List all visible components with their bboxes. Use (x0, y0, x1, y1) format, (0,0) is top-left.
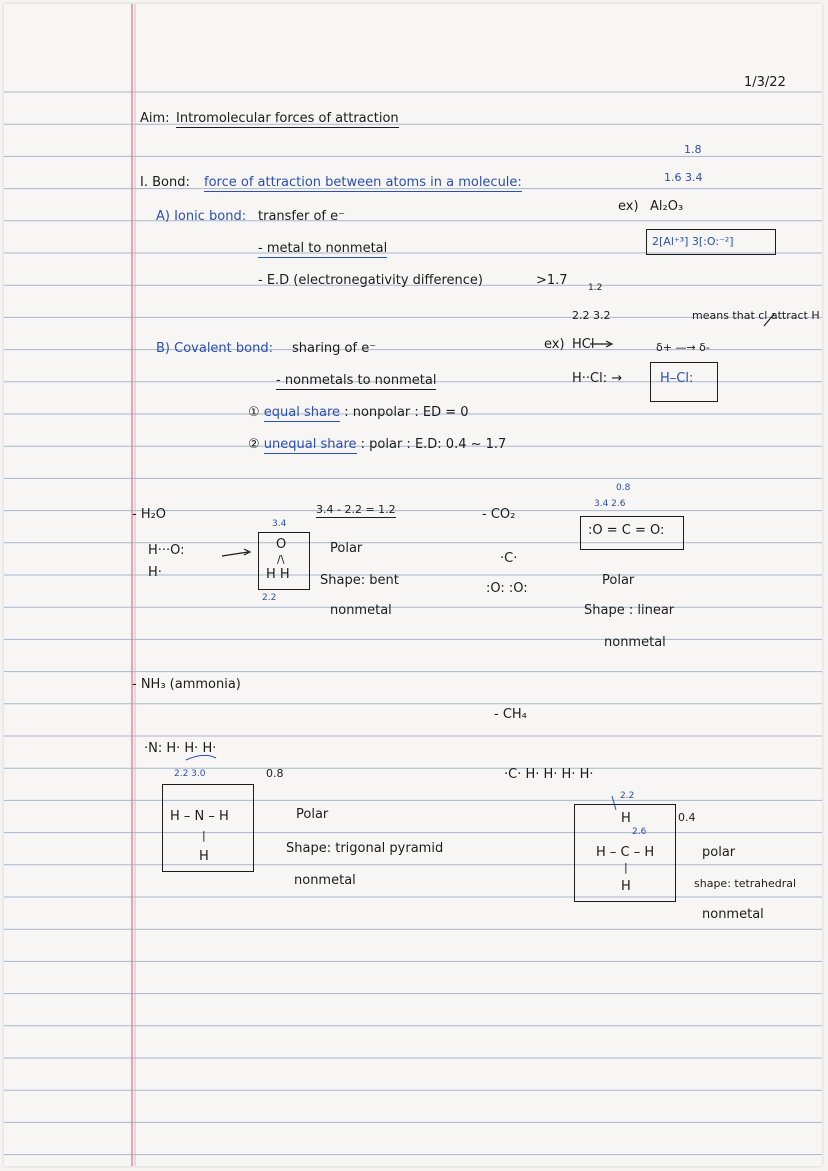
ionic-bond-text: transfer of e⁻ (258, 209, 345, 224)
hcl-dots: H··Cl: → (572, 371, 623, 386)
covalent-bond-label: B) Covalent bond: (156, 341, 273, 356)
ch4-diff: 0.4 (678, 811, 696, 824)
nh3-shape: Shape: trigonal pyramid (286, 841, 444, 856)
hcl-note: means that cl attract H (692, 309, 820, 322)
ch4-middle: H – C – H (596, 845, 655, 860)
ionic-formula: Al₂O₃ (650, 199, 684, 214)
ch4-shape: shape: tetrahedral (694, 877, 797, 890)
ionic-answer: 2[Al⁺³] 3[:O:⁻²] (652, 235, 734, 248)
water-polarity: Polar (330, 541, 363, 556)
water-o: O (276, 537, 287, 552)
nh3-structure-bottom: H (199, 849, 209, 864)
nh3-title: - NH₃ (ammonia) (132, 677, 241, 692)
ch4-title: - CH₄ (494, 707, 527, 722)
ionic-threshold: >1.7 (536, 273, 568, 288)
water-hh: H H (266, 567, 290, 582)
ionic-en-values: 1.6 3.4 (664, 171, 703, 184)
co2-shape: Shape : linear (584, 603, 675, 618)
nh3-structure-top: H – N – H (170, 809, 229, 824)
ch4-bond: | (624, 861, 628, 874)
water-dots-2: H· (148, 565, 162, 580)
aim-label: Aim: (140, 111, 170, 126)
ionic-top-value: 1.8 (684, 143, 702, 156)
water-en-top: 3.4 (272, 519, 287, 529)
notebook-page (4, 4, 822, 1166)
water-shape: Shape: bent (320, 573, 399, 588)
ionic-line1: - metal to nonmetal (258, 241, 388, 256)
co2-structure: :O = C = O: (588, 523, 665, 538)
nh3-dots: ·N: H· H· H· (144, 741, 217, 756)
water-type: nonmetal (330, 603, 392, 618)
date-text: 1/3/22 (744, 75, 786, 90)
co2-type: nonmetal (604, 635, 666, 650)
ionic-line2: - E.D (electronegativity difference) (258, 273, 483, 288)
hcl-partial-charges: δ+ —→ δ- (656, 341, 710, 354)
ch4-h-bottom: H (621, 879, 631, 894)
section1-text: force of attraction between atoms in a molecule: (204, 175, 522, 190)
water-bonds: /\ (277, 553, 285, 566)
nh3-type: nonmetal (294, 873, 356, 888)
hcl-top-value: 1.2 (588, 283, 603, 293)
ionic-bond-label: A) Ionic bond: (156, 209, 247, 224)
nh3-diff: 0.8 (266, 767, 284, 780)
water-en-bottom: 2.2 (262, 593, 277, 603)
ionic-ex-label: ex) (618, 199, 639, 214)
unequal-share-row: ② unequal share : polar : E.D: 0.4 ~ 1.7 (248, 437, 507, 452)
aim-text: Intromolecular forces of attraction (176, 111, 399, 126)
nh3-en-values: 2.2 3.0 (174, 769, 206, 779)
covalent-bond-text: sharing of e⁻ (292, 341, 377, 356)
co2-title: - CO₂ (482, 507, 516, 522)
co2-top-value: 0.8 (616, 483, 631, 493)
covalent-line1: - nonmetals to nonmetal (276, 373, 437, 388)
ch4-polarity: polar (702, 845, 736, 860)
hcl-formula: HCl (572, 337, 595, 352)
section1-label: I. Bond: (140, 175, 190, 190)
ch4-h-top: H (621, 811, 631, 826)
hcl-en-values: 2.2 3.2 (572, 309, 611, 322)
ch4-en-mid: 2.6 (632, 827, 647, 837)
ch4-dots: ·C· H· H· H· H· (504, 767, 594, 782)
co2-polarity: Polar (602, 573, 635, 588)
ch4-en-top: 2.2 (620, 791, 635, 801)
ch4-type: nonmetal (702, 907, 764, 922)
water-title: - H₂O (132, 507, 167, 522)
co2-dots: ·C· (500, 551, 518, 566)
co2-en-values: 3.4 2.6 (594, 499, 626, 509)
equal-share-row: ① equal share : nonpolar : ED = 0 (248, 405, 469, 420)
co2-dots-2: :O: :O: (486, 581, 528, 596)
water-calc: 3.4 - 2.2 = 1.2 (316, 503, 396, 516)
nh3-polarity: Polar (296, 807, 329, 822)
hcl-ex-label: ex) (544, 337, 565, 352)
hcl-answer: H–Cl: (660, 371, 694, 386)
nh3-bond: | (202, 829, 206, 842)
water-dots-1: H···O: (148, 543, 185, 558)
